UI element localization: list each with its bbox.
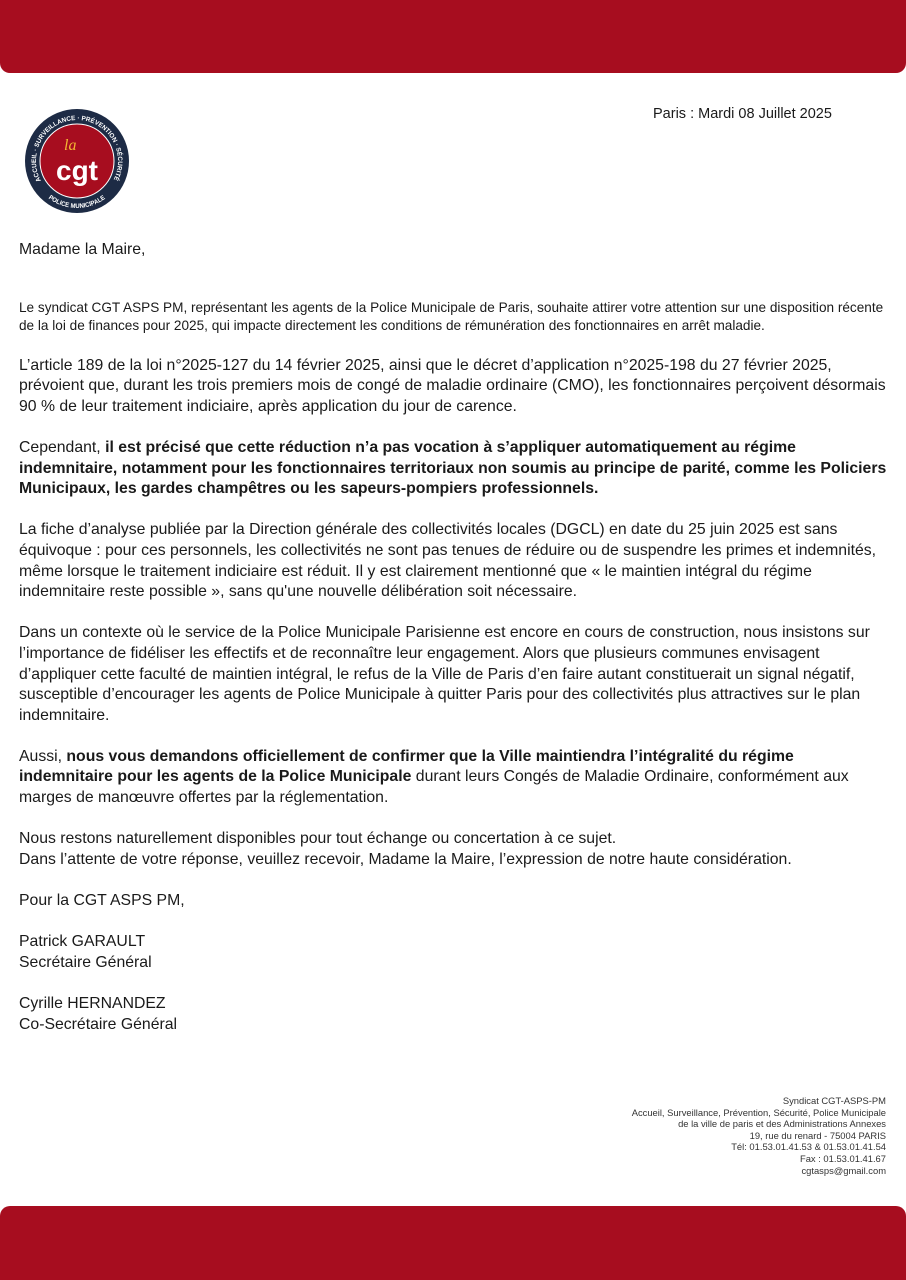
signatory-title: Secrétaire Général	[19, 953, 152, 971]
footer-line: Syndicat CGT-ASPS-PM	[782, 1095, 886, 1106]
bold-text: nous vous demandons officiellement de confirmer que la Ville maintiendra l’intégralité du régime indemnitaire pour les agents de la Police Municipale	[19, 747, 794, 786]
footer-address	[606, 1095, 886, 1176]
paragraph-cependant	[19, 438, 887, 500]
footer-line: Accueil, Surveillance, Prévention, Sécurité, Police Municipale	[631, 1106, 886, 1118]
text: durant leurs Congés de Maladie Ordinaire, conformément aux marges de manœuvre offertes par la réglementation.	[19, 768, 849, 807]
footer-line: Tél: 01.53.01.41.53 & 01.53.01.41.54	[731, 1141, 886, 1153]
paragraph-dgcl: La fiche d’analyse publiée par la Direction générale des collectivités locales (DGCL) en date du 25 juin 2025 est sans équivoque : pour ces personnels, les collectivités ne sont pas tenues de réduire ou de suspendre les primes et indemnités, même lorsque le traitement indiciaire est réduit. Il y est clairement mentionné que « le maintien intégral du régime indemnitaire reste possible », sans qu'une nouvelle délibération soit nécessaire.	[19, 521, 877, 601]
footer-email: cgtasps@gmail.com	[801, 1164, 886, 1176]
footer-banner	[0, 1206, 906, 1280]
signatory-name: Patrick GARAULT	[19, 933, 146, 951]
text: Cependant,	[19, 438, 106, 456]
paragraph-article: L’article 189 de la loi n°2025-127 du 14 février 2025, ainsi que le décret d’application n°2025-198 du 27 février 2025, prévoient que, durant les trois premiers mois de congé de maladie ordinaire (CMO), les fonctionnaires perçoivent désormais 90 % de leur traitement indiciaire, après application du jour de carence.	[19, 356, 886, 415]
signatory	[19, 932, 152, 973]
header-banner	[0, 0, 906, 73]
footer-line: 19, rue du renard - 75004 PARIS	[749, 1129, 886, 1141]
svg-text:la: la	[64, 137, 77, 154]
signatory	[19, 994, 177, 1035]
letter-date: Paris : Mardi 08 Juillet 2025	[653, 106, 832, 122]
bold-text: il est précisé que cette réduction n’a pas vocation à s’appliquer automatiquement au régime indemnitaire, notamment pour les fonctionnaires territoriaux non soumis au principe de parité, comme les Policiers Municipaux, les gardes champêtres ou les sapeurs-pompiers professionnels.	[19, 438, 887, 498]
text: Dans l’attente de votre réponse, veuillez recevoir, Madame la Maire, l’expression de notre haute considération.	[19, 850, 792, 868]
closing-line: Pour la CGT ASPS PM,	[19, 892, 185, 910]
paragraph-closing	[19, 829, 887, 870]
signatory-title: Co-Secrétaire Général	[19, 1015, 178, 1033]
paragraph-request	[19, 747, 887, 809]
text: Aussi,	[19, 747, 67, 765]
cgt-logo	[24, 108, 130, 214]
salutation: Madame la Maire,	[19, 241, 146, 258]
footer-line: de la ville de paris et des Administrations Annexes	[678, 1118, 886, 1130]
text: Nous restons naturellement disponibles pour tout échange ou concertation à ce sujet.	[19, 830, 617, 848]
svg-text:cgt: cgt	[56, 155, 98, 186]
svg-text:ACCUEIL · SURVEILLANCE · PRÉVE: ACCUEIL · SURVEILLANCE · PRÉVENTION · SÉCURITÉ	[30, 114, 124, 183]
footer-line: Fax : 01.53.01.41.67	[799, 1152, 886, 1164]
signatory-name: Cyrille HERNANDEZ	[19, 995, 166, 1012]
intro-paragraph: Le syndicat CGT ASPS PM, représentant les agents de la Police Municipale de Paris, souhaite attirer votre attention sur une disposition récente de la loi de finances pour 2025, qui impacte directement les conditions de rémunération des fonctionnaires en arrêt maladie.	[19, 299, 884, 334]
paragraph-context: Dans un contexte où le service de la Police Municipale Parisienne est encore en cours de construction, nous insistons sur l’importance de fidéliser les effectifs et de reconnaître leur engagement. Alors que plusieurs communes envisagent d’appliquer cette faculté de maintien intégral, le refus de la Ville de Paris d’en faire autant constituerait un signal négatif, susceptible d’encourager les agents de Police Municipale à quitter Paris pour des collectivités plus attractives sur le plan indemnitaire.	[19, 624, 870, 724]
letter-body	[19, 240, 887, 1056]
svg-text:POLICE MUNICIPALE: POLICE MUNICIPALE	[47, 194, 107, 211]
